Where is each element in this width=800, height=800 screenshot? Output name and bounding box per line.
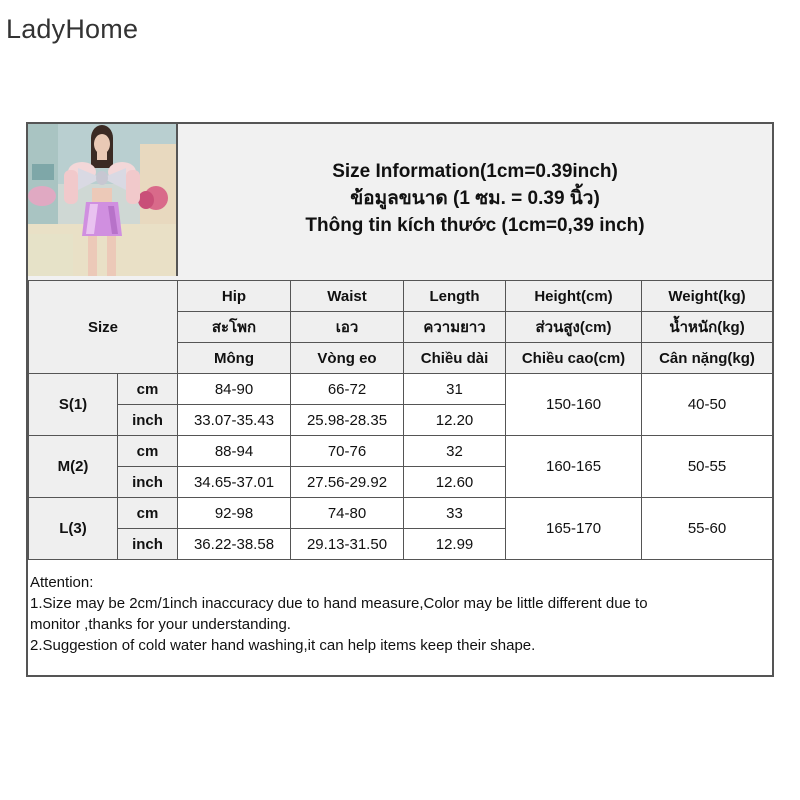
hip-value: 36.22-38.58 — [178, 529, 291, 560]
unit-label: cm — [118, 436, 178, 467]
column-header-waist-vi: Vòng eo — [291, 343, 404, 374]
unit-label: inch — [118, 467, 178, 498]
height-value: 150-160 — [506, 374, 642, 436]
unit-label: cm — [118, 498, 178, 529]
size-table — [28, 280, 773, 560]
attention-line: 2.Suggestion of cold water hand washing,it can help items keep their shape. — [30, 637, 536, 654]
height-value: 160-165 — [506, 436, 642, 498]
weight-value: 55-60 — [642, 498, 773, 560]
length-value: 32 — [404, 436, 506, 467]
column-header-hip: Hip — [178, 281, 291, 312]
brand-logo: LadyHome — [6, 14, 139, 44]
column-header-hip-thai: สะโพก — [178, 312, 291, 343]
table-row — [29, 498, 773, 529]
waist-value: 27.56-29.92 — [291, 467, 404, 498]
height-value: 165-170 — [506, 498, 642, 560]
length-value: 12.99 — [404, 529, 506, 560]
size-label: L(3) — [29, 498, 118, 560]
hip-value: 33.07-35.43 — [178, 405, 291, 436]
hip-value: 92-98 — [178, 498, 291, 529]
waist-value: 25.98-28.35 — [291, 405, 404, 436]
length-value: 12.60 — [404, 467, 506, 498]
column-header-height-vi: Chiều cao(cm) — [506, 343, 642, 374]
length-value: 31 — [404, 374, 506, 405]
weight-value: 40-50 — [642, 374, 773, 436]
column-header-length-thai: ความยาว — [404, 312, 506, 343]
column-header-weight-vi: Cân nặng(kg) — [642, 343, 773, 374]
waist-value: 66-72 — [291, 374, 404, 405]
table-row — [29, 374, 773, 405]
hip-value: 88-94 — [178, 436, 291, 467]
attention-notes — [30, 572, 770, 656]
model-photo — [28, 124, 178, 276]
heading-vietnamese: Thông tin kích thước (1cm=0,39 inch) — [305, 215, 645, 236]
table-header-row-english — [29, 281, 773, 312]
column-header-length: Length — [404, 281, 506, 312]
unit-label: inch — [118, 529, 178, 560]
size-label: S(1) — [29, 374, 118, 436]
unit-label: inch — [118, 405, 178, 436]
size-info-heading — [178, 158, 772, 239]
column-header-weight: Weight(kg) — [642, 281, 773, 312]
column-header-waist-thai: เอว — [291, 312, 404, 343]
column-header-length-vi: Chiều dài — [404, 343, 506, 374]
weight-value: 50-55 — [642, 436, 773, 498]
column-header-hip-vi: Mông — [178, 343, 291, 374]
unit-label: cm — [118, 374, 178, 405]
size-label: M(2) — [29, 436, 118, 498]
column-header-waist: Waist — [291, 281, 404, 312]
length-value: 12.20 — [404, 405, 506, 436]
length-value: 33 — [404, 498, 506, 529]
waist-value: 29.13-31.50 — [291, 529, 404, 560]
waist-value: 74-80 — [291, 498, 404, 529]
column-header-weight-thai: น้ำหนัก(kg) — [642, 312, 773, 343]
size-column-title: Size — [29, 281, 178, 374]
hip-value: 84-90 — [178, 374, 291, 405]
chart-header — [28, 124, 772, 282]
column-header-height: Height(cm) — [506, 281, 642, 312]
size-chart — [26, 122, 774, 677]
heading-english: Size Information(1cm=0.39inch) — [332, 161, 618, 182]
waist-value: 70-76 — [291, 436, 404, 467]
column-header-height-thai: ส่วนสูง(cm) — [506, 312, 642, 343]
hip-value: 34.65-37.01 — [178, 467, 291, 498]
heading-thai: ข้อมูลขนาด (1 ซม. = 0.39 นิ้ว) — [350, 188, 600, 209]
attention-line: 1.Size may be 2cm/1inch inaccuracy due to hand measure,Color may be little different due to — [30, 595, 648, 612]
table-row — [29, 436, 773, 467]
attention-title: Attention: — [30, 574, 94, 591]
attention-line: monitor ,thanks for your understanding. — [30, 616, 291, 633]
